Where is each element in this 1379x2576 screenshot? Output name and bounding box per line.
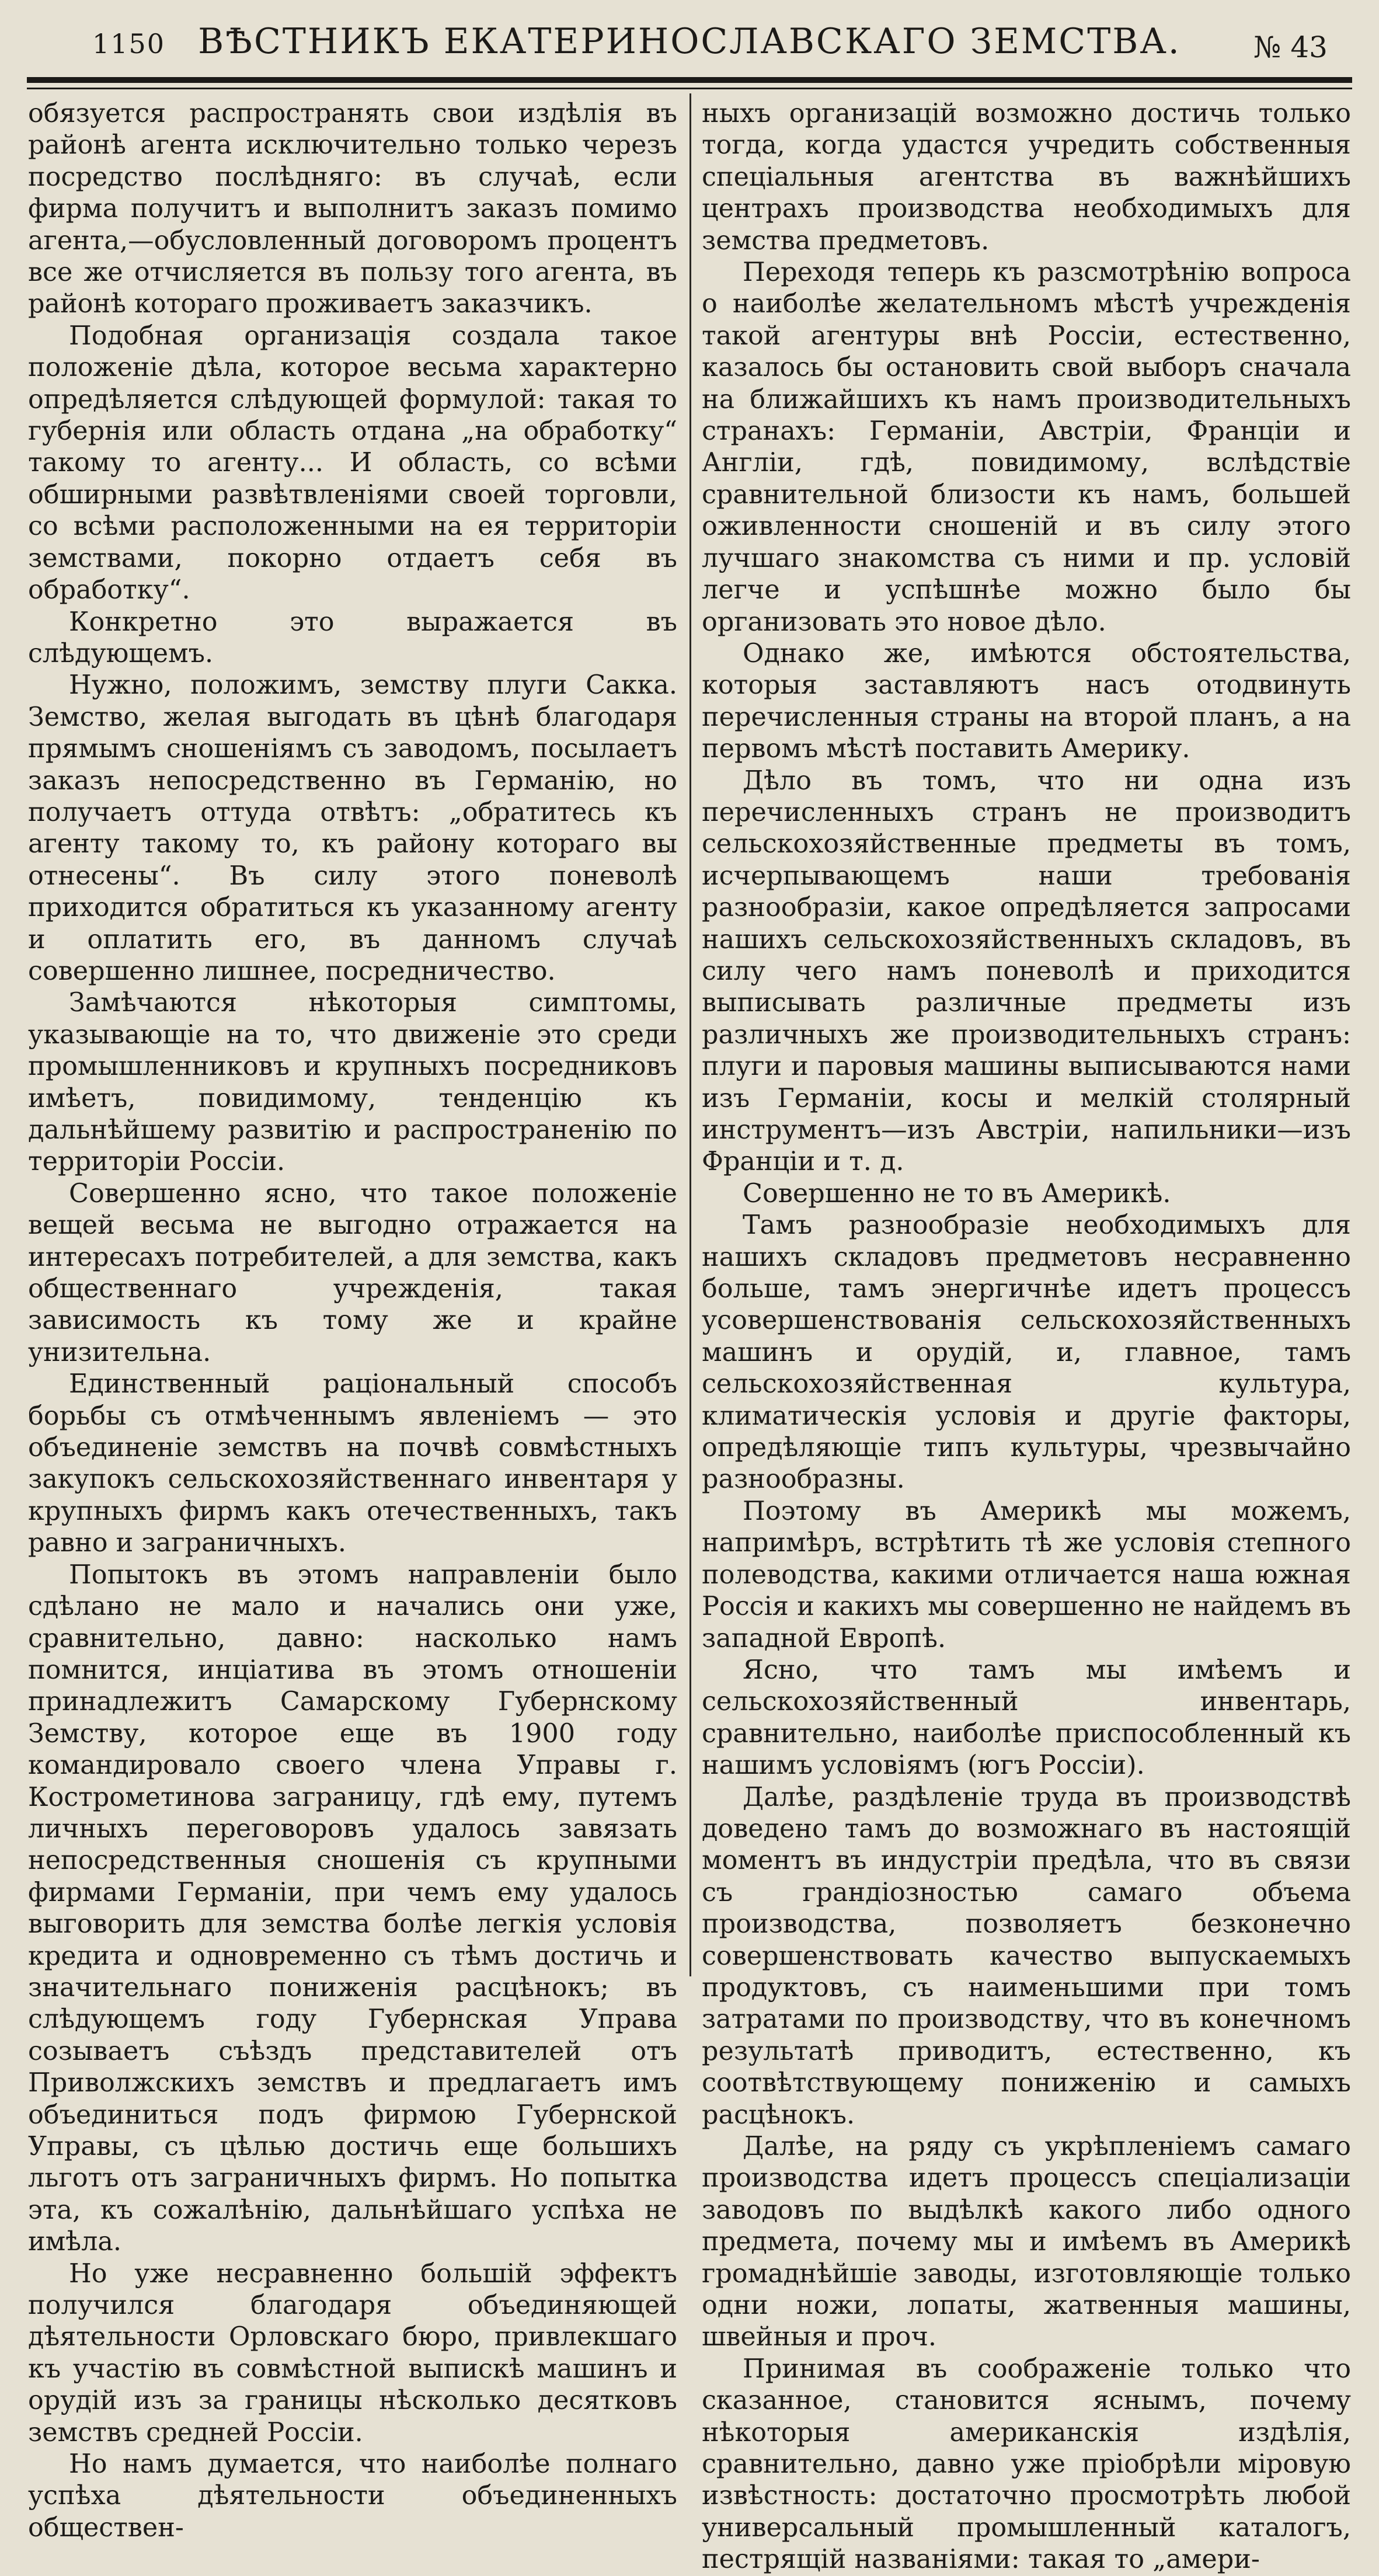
- column-divider: [690, 93, 691, 1976]
- paragraph: Попытокъ въ этомъ направленіи было сдѣлано не мало и начались они уже, сравнительно, давно: насколько намъ помнится, инціатива въ этомъ отношеніи принадлежитъ Самарскому Губернскому Земству, которое еще въ 1900 году командировало своего члена Управы г. Кострометинова заграницу, гдѣ ему, путемъ личныхъ переговоровъ удалось завязать непосредственныя сношенія съ крупными фирмами Германіи, при чемъ ему удалось выговорить для земства болѣе легкія условія кредита и одновременно съ тѣмъ достичь и значительнаго пониженія расцѣнокъ; въ слѣдующемъ году Губернская Управа созываетъ съѣздъ представителей отъ Приволжскихъ земствъ и предлагаетъ имъ объединиться подъ фирмою Губернской Управы, съ цѣлью достичь еще большихъ льготъ отъ заграничныхъ фирмъ. Но попытка эта, къ сожалѣнію, дальнѣйшаго успѣха не имѣла.: [28, 1559, 677, 2257]
- paragraph: Ясно, что тамъ мы имѣемъ и сельскохозяйственный инвентарь, сравнительно, наиболѣе приспособленный къ нашимъ условіямъ (югъ Россіи).: [702, 1655, 1351, 1781]
- paragraph: ныхъ организацій возможно достичь только тогда, когда удастся учредить собственныя спеціальныя агентства въ важнѣйшихъ центрахъ производства необходимыхъ для земства предметовъ.: [702, 99, 1351, 256]
- paragraph: Поэтому въ Америкѣ мы можемъ, напримѣръ, встрѣтить тѣ же условія степного полеводства, какими отличается наша южная Россія и какихъ мы совершенно не найдемъ въ западной Европѣ.: [702, 1496, 1351, 1653]
- right-column: [702, 98, 1351, 2575]
- paragraph: Совершенно ясно, что такое положеніе вещей весьма не выгодно отражается на интересахъ потребителей, а для земства, какъ общественнаго учрежденія, такая зависимость къ тому же и крайне унизительна.: [28, 1178, 677, 1367]
- page-number: 1150: [92, 28, 166, 60]
- header-rule-thick: [27, 77, 1352, 83]
- paragraph: Далѣе, раздѣленіе труда въ производствѣ доведено тамъ до возможнаго въ настоящій моментъ въ индустріи предѣла, что въ связи съ грандіозностью самаго объема производства, позволяетъ безконечно совершенствовать качество выпускаемыхъ продуктовъ, съ наименьшими при томъ затратами по производству, что въ конечномъ результатѣ приводитъ, естественно, къ соотвѣтствующему пониженію и самыхъ расцѣнокъ.: [702, 1782, 1351, 2130]
- paragraph: Подобная организація создала такое положеніе дѣла, которое весьма характерно опредѣляется слѣдующей формулой: такая то губернія или область отдана „на обработку“ такому то агенту... И область, со всѣми обширными развѣтвленіями своей торговли, со всѣми расположенными на ея территоріи земствами, покорно отдаетъ себя въ обработку“.: [28, 321, 677, 605]
- paragraph: Совершенно не то въ Америкѣ.: [743, 1178, 1171, 1209]
- issue-number: № 43: [1253, 30, 1328, 64]
- paragraph: Конкретно это выражается въ слѣдующемъ.: [28, 607, 677, 669]
- paragraph: Но намъ думается, что наиболѣе полнаго успѣха дѣятельности объединенныхъ обществен-: [28, 2449, 677, 2543]
- paragraph: Однако же, имѣются обстоятельства, которыя заставляютъ насъ отодвинуть перечисленныя страны на второй планъ, а на первомъ мѣстѣ поставить Америку.: [702, 638, 1351, 764]
- paragraph: Дѣло въ томъ, что ни одна изъ перечисленныхъ странъ не производитъ сельскохозяйственные предметы въ томъ, исчерпывающемъ наши требованія разнообразіи, какое опредѣляется запросами нашихъ сельскохозяйственныхъ складовъ, въ силу чего намъ поневолѣ и приходится выписывать различные предметы изъ различныхъ же производительныхъ странъ: плуги и паровыя машины выписываются нами изъ Германіи, косы и мелкій столярный инструментъ—изъ Австріи, напильники—изъ Франціи и т. д.: [702, 765, 1351, 1177]
- journal-title: ВѢСТНИКЪ ЕКАТЕРИНОСЛАВСКАГО ЗЕМСТВА.: [198, 21, 1181, 62]
- paragraph: Но уже несравненно большій эффектъ получился благодаря объединяющей дѣятельности Орловскаго бюро, привлекшаго къ участію въ совмѣстной выпискѣ машинъ и орудій изъ за границы нѣсколько десятковъ земствъ средней Россіи.: [28, 2258, 677, 2448]
- header-rule-thin: [27, 88, 1352, 89]
- left-column: [28, 98, 677, 2543]
- paragraph: Далѣе, на ряду съ укрѣпленіемъ самаго производства идетъ процессъ спеціализаціи заводовъ по выдѣлкѣ какого либо одного предмета, почему мы и имѣемъ въ Америкѣ громаднѣйшіе заводы, изготовляющіе только одни ножи, лопаты, жатвенныя машины, швейныя и проч.: [702, 2132, 1351, 2352]
- paragraph: Принимая въ соображеніе только что сказанное, становится яснымъ, почему нѣкоторыя американскія издѣлія, сравнительно, давно уже пріобрѣли міровую извѣстность: достаточно просмотрѣть любой универсальный промышленный каталогъ, пестрящій названіями: такая то „амери-: [702, 2354, 1351, 2575]
- paragraph: Единственный раціональный способъ борьбы съ отмѣченнымъ явленіемъ — это объединеніе земствъ на почвѣ совмѣстныхъ закупокъ сельскохозяйственнаго инвентаря у крупныхъ фирмъ какъ отечественныхъ, такъ равно и заграничныхъ.: [28, 1369, 677, 1558]
- page-header: [23, 13, 1356, 67]
- paragraph: Тамъ разнообразіе необходимыхъ для нашихъ складовъ предметовъ несравненно больше, тамъ энергичнѣе идетъ процессъ усовершенствованія сельскохозяйственныхъ машинъ и орудій, и, главное, тамъ сельскохозяйственная культура, климатическія условія и другіе факторы, опредѣляющіе типъ культуры, чрезвычайно разнообразны.: [702, 1210, 1351, 1495]
- paragraph: обязуется распространять свои издѣлія въ районѣ агента исключительно только черезъ посредство послѣдняго: въ случаѣ, если фирма получитъ и выполнитъ заказъ помимо агента,—обусловленный договоромъ процентъ все же отчисляется въ пользу того агента, въ районѣ котораго проживаетъ заказчикъ.: [28, 99, 677, 319]
- paragraph: Переходя теперь къ разсмотрѣнію вопроса о наиболѣе желательномъ мѣстѣ учрежденія такой агентуры внѣ Россіи, естественно, казалось бы остановить свой выборъ сначала на ближайшихъ къ намъ производительныхъ странахъ: Германіи, Австріи, Франціи и Англіи, гдѣ, повидимому, вслѣдствіе сравнительной близости къ намъ, большей оживленности сношеній и въ силу этого лучшаго знакомства съ ними и пр. условій легче и успѣшнѣе можно было бы организовать это новое дѣло.: [702, 257, 1351, 637]
- paragraph: Нужно, положимъ, земству плуги Сакка. Земство, желая выгодать въ цѣнѣ благодаря прямымъ сношеніямъ съ заводомъ, посылаетъ заказъ непосредственно въ Германію, но получаетъ оттуда отвѣтъ: „обратитесь къ агенту такому то, къ району котораго вы отнесены“. Въ силу этого поневолѣ приходится обратиться къ указанному агенту и оплатить его, въ данномъ случаѣ совершенно лишнее, посредничество.: [28, 670, 677, 986]
- paragraph: Замѣчаются нѣкоторыя симптомы, указывающіе на то, что движеніе это среди промышленниковъ и крупныхъ посредниковъ имѣетъ, повидимому, тенденцію къ дальнѣйшему развитію и распространенію по территоріи Россіи.: [28, 988, 677, 1177]
